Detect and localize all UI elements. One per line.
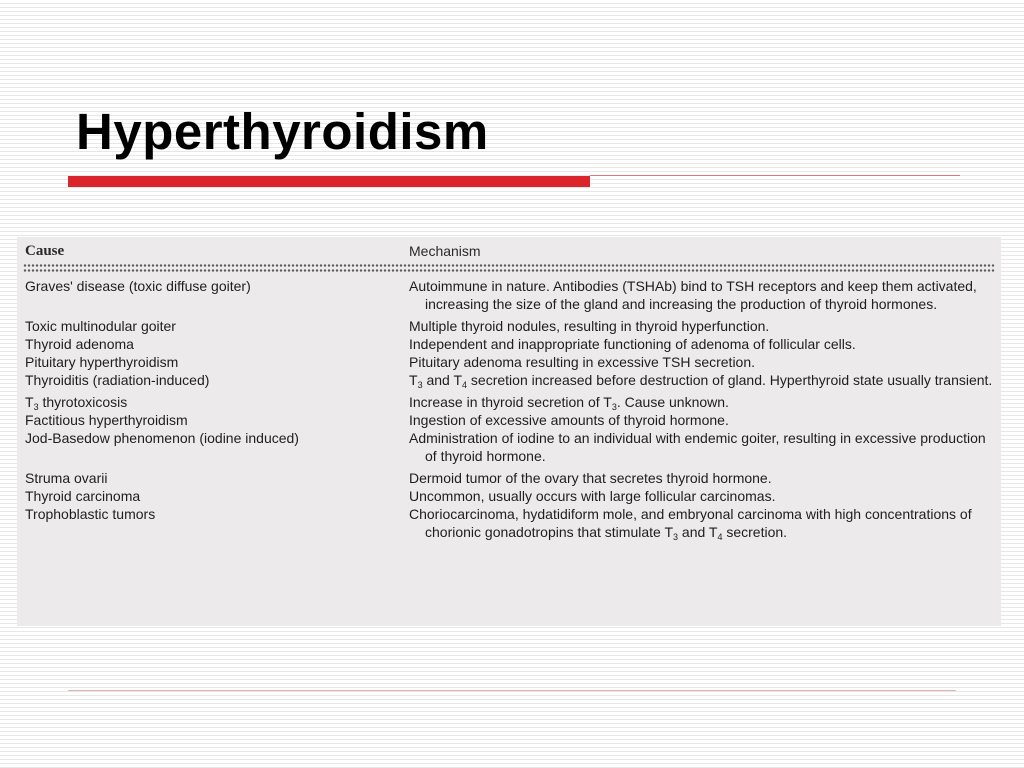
cell-mechanism: Uncommon, usually occurs with large follicular carcinomas.: [409, 488, 776, 504]
table-header: [25, 243, 995, 261]
table-row: [25, 335, 995, 353]
cell-cause: [25, 393, 409, 411]
header-divider: [23, 269, 995, 272]
subscript: 4: [462, 380, 468, 390]
cell-cause: Pituitary hyperthyroidism: [25, 354, 179, 370]
mechanism-text: secretion.: [722, 524, 788, 540]
cell-cause: Factitious hyperthyroidism: [25, 412, 188, 428]
cell-cause: Toxic multinodular goiter: [25, 318, 176, 334]
subscript: 3: [417, 380, 423, 390]
table-row: [25, 429, 995, 465]
cell-cause: Graves' disease (toxic diffuse goiter): [25, 278, 251, 294]
table-row: [25, 353, 995, 371]
cell-mechanism: Dermoid tumor of the ovary that secretes thyroid hormone.: [409, 470, 772, 486]
header-divider: [23, 264, 995, 267]
title-underline-red: [68, 176, 590, 187]
mechanism-text: T: [409, 372, 418, 388]
cell-cause: Trophoblastic tumors: [25, 506, 156, 522]
cell-cause: Thyroid adenoma: [25, 336, 134, 352]
table-row: [25, 393, 995, 411]
table-body: [25, 277, 995, 541]
mechanism-text: Increase in thyroid secretion of T: [409, 394, 612, 410]
subscript: 4: [717, 532, 723, 542]
cell-mechanism: Autoimmune in nature. Antibodies (TSHAb) bind to TSH receptors and keep them activated, increasing the size of the gland and increasing the production of thyroid hormones.: [409, 278, 977, 312]
mechanism-text: and T: [422, 372, 463, 388]
cell-cause: Jod-Basedow phenomenon (iodine induced): [25, 430, 299, 446]
header-mechanism: Mechanism: [409, 243, 481, 259]
title-underline-thin: [590, 175, 960, 176]
table-row: [25, 277, 995, 313]
cell-mechanism: [409, 393, 995, 411]
footer-divider: [68, 690, 956, 691]
cell-cause: Thyroiditis (radiation-induced): [25, 372, 210, 388]
subscript: 3: [33, 402, 39, 412]
table-row: [25, 411, 995, 429]
cell-mechanism: Administration of iodine to an individual with endemic goiter, resulting in excessive production of thyroid hormone.: [409, 430, 986, 464]
cell-mechanism: [409, 371, 995, 389]
cell-mechanism: Independent and inappropriate functioning of adenoma of follicular cells.: [409, 336, 856, 352]
mechanism-text: Choriocarcinoma, hydatidiform mole, and embryonal carcinoma with high concentrations of chorionic gonadotropins that stimulate T: [409, 506, 972, 540]
cell-cause: Thyroid carcinoma: [25, 488, 141, 504]
causes-table: [17, 237, 1001, 626]
subscript: 3: [611, 402, 617, 412]
mechanism-text: . Cause unknown.: [616, 394, 729, 410]
table-row: [25, 505, 995, 541]
table-row: [25, 469, 995, 487]
mechanism-text: secretion increased before destruction of gland. Hyperthyroid state usually transient.: [467, 372, 993, 388]
cell-mechanism: Pituitary adenoma resulting in excessive TSH secretion.: [409, 354, 756, 370]
mechanism-text: and T: [678, 524, 718, 540]
table-row: [25, 317, 995, 335]
cell-mechanism: Ingestion of excessive amounts of thyroid hormone.: [409, 412, 729, 428]
cell-mechanism: Multiple thyroid nodules, resulting in thyroid hyperfunction.: [409, 318, 770, 334]
table-row: [25, 371, 995, 389]
slide-title: Hyperthyroidism: [76, 103, 489, 160]
cause-text: thyrotoxicosis: [38, 394, 128, 410]
cell-cause: Struma ovarii: [25, 470, 108, 486]
subscript: 3: [673, 532, 679, 542]
cell-mechanism: [409, 505, 995, 541]
cause-text: T: [25, 394, 34, 410]
header-cause: Cause: [25, 243, 65, 259]
table-row: [25, 487, 995, 505]
